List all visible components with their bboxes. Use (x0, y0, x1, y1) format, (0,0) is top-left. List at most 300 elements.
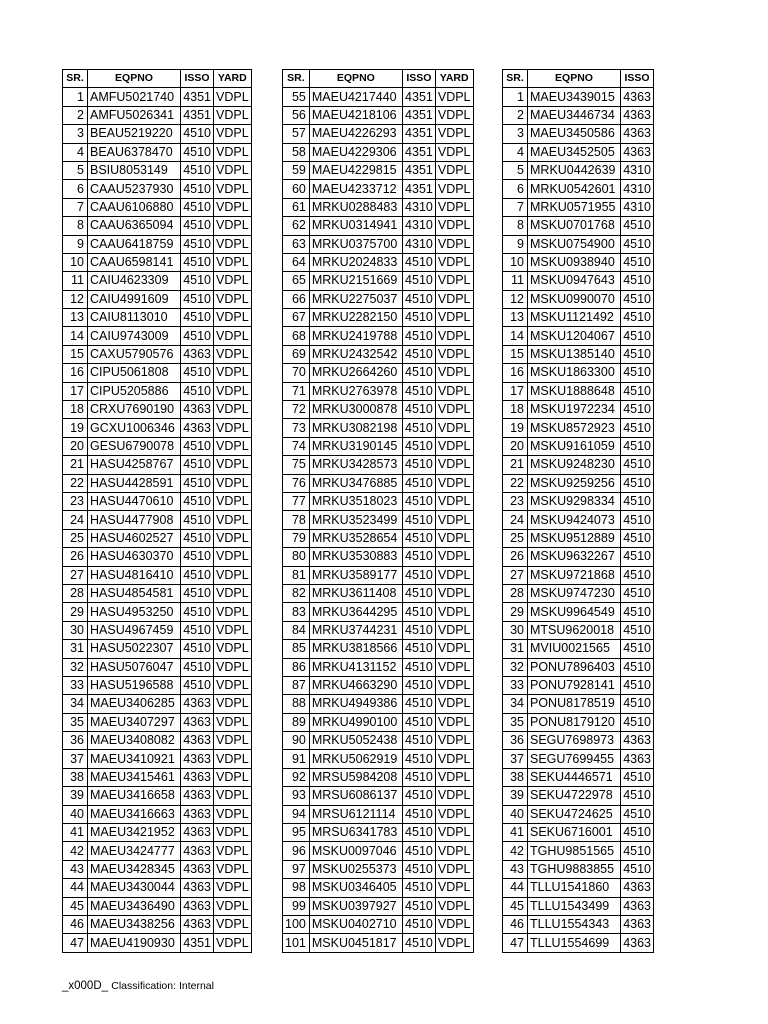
isso-cell: 4510 (402, 805, 435, 823)
sr-cell: 23 (503, 492, 528, 510)
yard-cell: VDPL (214, 456, 252, 474)
isso-cell: 4510 (181, 676, 214, 694)
sr-cell: 65 (283, 272, 310, 290)
yard-cell: VDPL (435, 217, 473, 235)
eqpno-cell: SEKU4446571 (528, 768, 621, 786)
table-row (63, 695, 252, 713)
sr-cell: 14 (63, 327, 88, 345)
isso-cell: 4351 (402, 88, 435, 106)
table-row (63, 180, 252, 198)
isso-cell: 4510 (181, 382, 214, 400)
isso-cell: 4351 (181, 106, 214, 124)
table-row (63, 787, 252, 805)
eqpno-cell: MAEU3436490 (88, 897, 181, 915)
eqpno-cell: MRKU4663290 (309, 676, 402, 694)
sr-cell: 92 (283, 768, 310, 786)
sr-cell: 76 (283, 474, 310, 492)
yard-cell: VDPL (214, 125, 252, 143)
sr-cell: 30 (63, 621, 88, 639)
eqpno-cell: MRSU5984208 (309, 768, 402, 786)
isso-cell: 4510 (181, 658, 214, 676)
table-row (503, 640, 654, 658)
sr-cell: 30 (503, 621, 528, 639)
table-row (503, 566, 654, 584)
table-row (63, 658, 252, 676)
yard-cell: VDPL (435, 419, 473, 437)
sr-cell: 31 (63, 640, 88, 658)
table-row (283, 198, 474, 216)
sr-cell: 96 (283, 842, 310, 860)
sr-cell: 79 (283, 529, 310, 547)
table-row (283, 125, 474, 143)
table-row (283, 566, 474, 584)
table-row (283, 787, 474, 805)
isso-cell: 4510 (402, 272, 435, 290)
table-row (503, 658, 654, 676)
table-row (63, 143, 252, 161)
table-row (63, 217, 252, 235)
isso-cell: 4351 (402, 125, 435, 143)
eqpno-cell: PONU8178519 (528, 695, 621, 713)
eqpno-cell: CAIU8113010 (88, 309, 181, 327)
eqpno-cell: MSKU9424073 (528, 511, 621, 529)
eqpno-cell: GCXU1006346 (88, 419, 181, 437)
col-header-eqpno: EQPNO (309, 70, 402, 88)
sr-cell: 16 (503, 364, 528, 382)
eqpno-cell: MAEU3450586 (528, 125, 621, 143)
eqpno-cell: MAEU3407297 (88, 713, 181, 731)
classification-label: Classification: Internal (111, 980, 214, 992)
table-row (283, 474, 474, 492)
yard-cell: VDPL (214, 713, 252, 731)
sr-cell: 32 (503, 658, 528, 676)
sr-cell: 9 (503, 235, 528, 253)
eqpno-cell: MRKU3744231 (309, 621, 402, 639)
table-row (283, 88, 474, 106)
table-row (63, 327, 252, 345)
table-row (503, 750, 654, 768)
table-row (63, 198, 252, 216)
yard-cell: VDPL (214, 879, 252, 897)
table-row (503, 309, 654, 327)
yard-cell: VDPL (435, 805, 473, 823)
eqpno-cell: MRKU4131152 (309, 658, 402, 676)
eqpno-cell: MRKU5052438 (309, 732, 402, 750)
yard-cell: VDPL (214, 217, 252, 235)
eqpno-cell: HASU4967459 (88, 621, 181, 639)
sr-cell: 82 (283, 584, 310, 602)
sr-cell: 63 (283, 235, 310, 253)
isso-cell: 4510 (402, 253, 435, 271)
isso-cell: 4510 (402, 621, 435, 639)
sr-cell: 75 (283, 456, 310, 474)
eqpno-cell: MSKU0397927 (309, 897, 402, 915)
table-row (283, 897, 474, 915)
yard-cell: VDPL (435, 897, 473, 915)
eqpno-cell: HASU4428591 (88, 474, 181, 492)
isso-cell: 4510 (181, 437, 214, 455)
yard-cell: VDPL (214, 824, 252, 842)
isso-cell: 4510 (402, 345, 435, 363)
eqpno-cell: MRKU0314941 (309, 217, 402, 235)
sr-cell: 6 (503, 180, 528, 198)
eqpno-cell: SEKU6716001 (528, 824, 621, 842)
isso-cell: 4510 (181, 272, 214, 290)
eqpno-cell: MAEU3421952 (88, 824, 181, 842)
eqpno-cell: HASU5076047 (88, 658, 181, 676)
eqpno-cell: CAXU5790576 (88, 345, 181, 363)
sr-cell: 41 (63, 824, 88, 842)
yard-cell: VDPL (214, 345, 252, 363)
isso-cell: 4363 (181, 915, 214, 933)
table-row (283, 106, 474, 124)
sr-cell: 6 (63, 180, 88, 198)
yard-cell: VDPL (435, 492, 473, 510)
table-row (503, 290, 654, 308)
yard-cell: VDPL (435, 529, 473, 547)
eqpno-cell: MRKU0571955 (528, 198, 621, 216)
yard-cell: VDPL (435, 750, 473, 768)
isso-cell: 4510 (181, 364, 214, 382)
yard-cell: VDPL (214, 842, 252, 860)
sr-cell: 88 (283, 695, 310, 713)
eqpno-cell: CRXU7690190 (88, 401, 181, 419)
isso-cell: 4510 (621, 345, 654, 363)
table-row (63, 529, 252, 547)
table-row (63, 106, 252, 124)
yard-cell: VDPL (214, 787, 252, 805)
eqpno-cell: MRKU3082198 (309, 419, 402, 437)
sr-cell: 35 (503, 713, 528, 731)
eqpno-cell: MAEU3438256 (88, 915, 181, 933)
eqpno-cell: HASU4470610 (88, 492, 181, 510)
footer-classification (62, 980, 214, 992)
isso-cell: 4510 (402, 934, 435, 952)
yard-cell: VDPL (435, 143, 473, 161)
table-row (63, 732, 252, 750)
sr-cell: 22 (63, 474, 88, 492)
yard-cell: VDPL (435, 640, 473, 658)
isso-cell: 4363 (181, 713, 214, 731)
eqpno-cell: MRKU3476885 (309, 474, 402, 492)
sr-cell: 3 (63, 125, 88, 143)
eqpno-cell: CIPU5061808 (88, 364, 181, 382)
table-row (503, 621, 654, 639)
sr-cell: 59 (283, 161, 310, 179)
isso-cell: 4510 (621, 290, 654, 308)
eqpno-cell: MRKU0288483 (309, 198, 402, 216)
yard-cell: VDPL (435, 382, 473, 400)
col-header-isso: ISSO (402, 70, 435, 88)
eqpno-cell: TLLU1554699 (528, 934, 621, 952)
sr-cell: 39 (503, 787, 528, 805)
eqpno-cell: MRKU0375700 (309, 235, 402, 253)
isso-cell: 4510 (181, 640, 214, 658)
isso-cell: 4363 (621, 88, 654, 106)
isso-cell: 4363 (181, 879, 214, 897)
eqpno-cell: MSKU0938940 (528, 253, 621, 271)
table-row (283, 658, 474, 676)
isso-cell: 4510 (402, 879, 435, 897)
sr-cell: 71 (283, 382, 310, 400)
table-row (283, 456, 474, 474)
sr-cell: 28 (503, 584, 528, 602)
table-row (503, 253, 654, 271)
sr-cell: 32 (63, 658, 88, 676)
table-row (283, 235, 474, 253)
sr-cell: 25 (503, 529, 528, 547)
table-row (283, 401, 474, 419)
table-row (63, 474, 252, 492)
isso-cell: 4363 (181, 401, 214, 419)
sr-cell: 21 (503, 456, 528, 474)
eqpno-cell: MRKU3644295 (309, 603, 402, 621)
eqpno-cell: HASU5196588 (88, 676, 181, 694)
yard-cell: VDPL (435, 198, 473, 216)
isso-cell: 4363 (181, 419, 214, 437)
eqpno-cell: MAEU4218106 (309, 106, 402, 124)
table-row (283, 584, 474, 602)
sr-cell: 95 (283, 824, 310, 842)
table-row (63, 621, 252, 639)
isso-cell: 4351 (402, 106, 435, 124)
eqpno-cell: AMFU5026341 (88, 106, 181, 124)
sr-cell: 72 (283, 401, 310, 419)
table-row (63, 750, 252, 768)
isso-cell: 4351 (402, 180, 435, 198)
yard-cell: VDPL (435, 290, 473, 308)
table-row (503, 198, 654, 216)
isso-cell: 4510 (402, 824, 435, 842)
eqpno-cell: CAIU9743009 (88, 327, 181, 345)
isso-cell: 4510 (402, 603, 435, 621)
table-row (283, 548, 474, 566)
table-row (63, 419, 252, 437)
table-row (503, 437, 654, 455)
eqpno-cell: MAEU3452505 (528, 143, 621, 161)
table-row (63, 934, 252, 952)
sr-cell: 60 (283, 180, 310, 198)
isso-cell: 4510 (181, 253, 214, 271)
sr-cell: 44 (63, 879, 88, 897)
isso-cell: 4510 (621, 217, 654, 235)
eqpno-cell: MRSU6121114 (309, 805, 402, 823)
sr-cell: 10 (63, 253, 88, 271)
table-row (283, 272, 474, 290)
eqpno-cell: MRKU2763978 (309, 382, 402, 400)
table-row (63, 309, 252, 327)
table-row (63, 382, 252, 400)
eqpno-cell: MRKU3428573 (309, 456, 402, 474)
eqpno-cell: SEKU4724625 (528, 805, 621, 823)
eqpno-cell: MRKU0542601 (528, 180, 621, 198)
sr-cell: 93 (283, 787, 310, 805)
sr-cell: 86 (283, 658, 310, 676)
yard-cell: VDPL (435, 768, 473, 786)
yard-cell: VDPL (214, 603, 252, 621)
yard-cell: VDPL (214, 492, 252, 510)
col-header-eqpno: EQPNO (88, 70, 181, 88)
yard-cell: VDPL (435, 456, 473, 474)
sr-cell: 58 (283, 143, 310, 161)
isso-cell: 4510 (621, 253, 654, 271)
eqpno-cell: PONU7928141 (528, 676, 621, 694)
table-row (503, 272, 654, 290)
yard-cell: VDPL (435, 272, 473, 290)
eqpno-cell: MSKU9259256 (528, 474, 621, 492)
sr-cell: 19 (63, 419, 88, 437)
sr-cell: 89 (283, 713, 310, 731)
isso-cell: 4510 (181, 290, 214, 308)
yard-cell: VDPL (214, 198, 252, 216)
isso-cell: 4363 (621, 125, 654, 143)
equipment-table-right (502, 69, 654, 953)
eqpno-cell: MSKU1121492 (528, 309, 621, 327)
yard-cell: VDPL (435, 474, 473, 492)
sr-cell: 43 (503, 860, 528, 878)
yard-cell: VDPL (435, 934, 473, 952)
eqpno-cell: MAEU4217440 (309, 88, 402, 106)
table-row (503, 88, 654, 106)
yard-cell: VDPL (214, 309, 252, 327)
eqpno-cell: MSKU0346405 (309, 879, 402, 897)
sr-cell: 81 (283, 566, 310, 584)
eqpno-cell: HASU4258767 (88, 456, 181, 474)
table-row (503, 529, 654, 547)
eqpno-cell: MRKU3190145 (309, 437, 402, 455)
eqpno-cell: BEAU5219220 (88, 125, 181, 143)
sr-cell: 47 (63, 934, 88, 952)
eqpno-cell: CAAU6418759 (88, 235, 181, 253)
isso-cell: 4510 (402, 750, 435, 768)
eqpno-cell: SEGU7699455 (528, 750, 621, 768)
eqpno-cell: MAEU3415461 (88, 768, 181, 786)
table-header-row (503, 70, 654, 88)
sr-cell: 4 (503, 143, 528, 161)
sr-cell: 91 (283, 750, 310, 768)
sr-cell: 39 (63, 787, 88, 805)
eqpno-cell: CAIU4991609 (88, 290, 181, 308)
isso-cell: 4310 (621, 180, 654, 198)
isso-cell: 4510 (621, 566, 654, 584)
isso-cell: 4510 (621, 713, 654, 731)
table-row (63, 879, 252, 897)
table-row (63, 401, 252, 419)
sr-cell: 12 (503, 290, 528, 308)
table-row (283, 750, 474, 768)
isso-cell: 4510 (181, 511, 214, 529)
table-row (503, 768, 654, 786)
yard-cell: VDPL (435, 309, 473, 327)
table-row (283, 382, 474, 400)
isso-cell: 4363 (621, 897, 654, 915)
sr-cell: 83 (283, 603, 310, 621)
yard-cell: VDPL (214, 290, 252, 308)
yard-cell: VDPL (214, 253, 252, 271)
eqpno-cell: CIPU5205886 (88, 382, 181, 400)
eqpno-cell: MSKU1888648 (528, 382, 621, 400)
table-row (63, 272, 252, 290)
sr-cell: 29 (63, 603, 88, 621)
isso-cell: 4510 (402, 437, 435, 455)
table-row (63, 676, 252, 694)
col-header-isso: ISSO (621, 70, 654, 88)
sr-cell: 16 (63, 364, 88, 382)
sr-cell: 36 (63, 732, 88, 750)
yard-cell: VDPL (214, 272, 252, 290)
isso-cell: 4510 (621, 419, 654, 437)
sr-cell: 100 (283, 915, 310, 933)
sr-cell: 90 (283, 732, 310, 750)
eqpno-cell: MRKU3611408 (309, 584, 402, 602)
table-row (63, 640, 252, 658)
sr-cell: 101 (283, 934, 310, 952)
eqpno-cell: CAAU6598141 (88, 253, 181, 271)
yard-cell: VDPL (435, 676, 473, 694)
yard-cell: VDPL (214, 658, 252, 676)
col-header-sr: SR. (63, 70, 88, 88)
yard-cell: VDPL (214, 566, 252, 584)
isso-cell: 4510 (181, 529, 214, 547)
sr-cell: 19 (503, 419, 528, 437)
eqpno-cell: MSKU1204067 (528, 327, 621, 345)
col-header-yard: YARD (435, 70, 473, 88)
isso-cell: 4310 (402, 235, 435, 253)
isso-cell: 4510 (402, 309, 435, 327)
yard-cell: VDPL (435, 842, 473, 860)
isso-cell: 4510 (621, 676, 654, 694)
sr-cell: 24 (503, 511, 528, 529)
table-row (503, 161, 654, 179)
isso-cell: 4363 (181, 750, 214, 768)
isso-cell: 4510 (621, 437, 654, 455)
isso-cell: 4510 (621, 474, 654, 492)
table-row (503, 787, 654, 805)
eqpno-cell: MSKU8572923 (528, 419, 621, 437)
eqpno-cell: CAAU6365094 (88, 217, 181, 235)
eqpno-cell: MSKU9747230 (528, 584, 621, 602)
isso-cell: 4363 (181, 732, 214, 750)
sr-cell: 20 (503, 437, 528, 455)
isso-cell: 4510 (621, 309, 654, 327)
isso-cell: 4510 (621, 529, 654, 547)
table-row (283, 253, 474, 271)
isso-cell: 4363 (181, 695, 214, 713)
yard-cell: VDPL (435, 566, 473, 584)
sr-cell: 45 (63, 897, 88, 915)
table-row (503, 401, 654, 419)
table-row (283, 934, 474, 952)
table-row (283, 364, 474, 382)
eqpno-cell: TLLU1541860 (528, 879, 621, 897)
yard-cell: VDPL (214, 235, 252, 253)
table-row (503, 125, 654, 143)
isso-cell: 4510 (621, 603, 654, 621)
isso-cell: 4510 (402, 842, 435, 860)
isso-cell: 4510 (181, 456, 214, 474)
yard-cell: VDPL (435, 548, 473, 566)
table-row (283, 768, 474, 786)
sr-cell: 68 (283, 327, 310, 345)
sr-cell: 40 (63, 805, 88, 823)
sr-cell: 84 (283, 621, 310, 639)
yard-cell: VDPL (214, 364, 252, 382)
table-row (283, 217, 474, 235)
equipment-table-middle (282, 69, 474, 953)
eqpno-cell: MAEU3428345 (88, 860, 181, 878)
eqpno-cell: MSKU9248230 (528, 456, 621, 474)
table-row (63, 897, 252, 915)
